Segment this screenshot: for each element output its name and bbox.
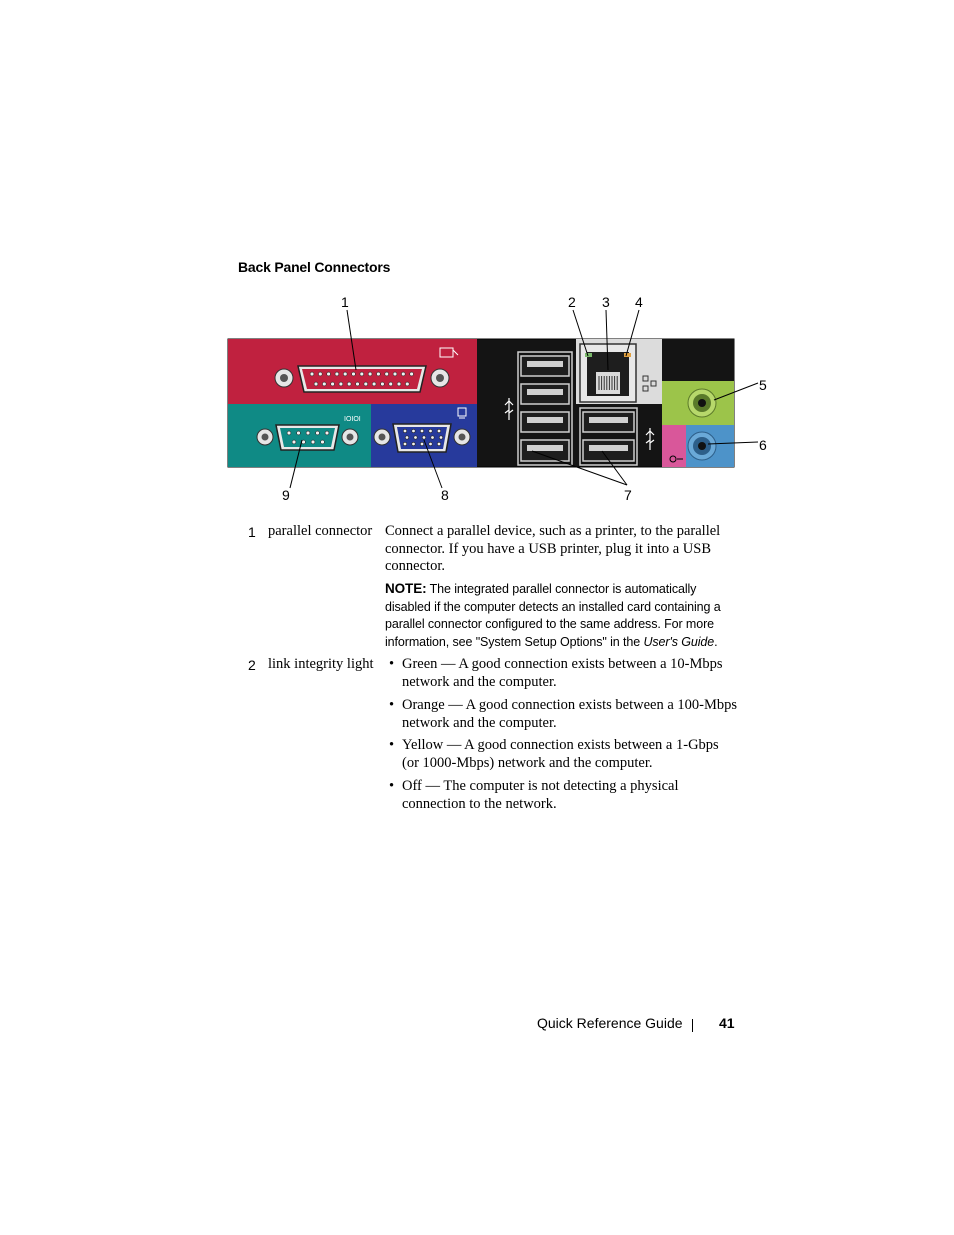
row-1-desc-line-3: connector. (385, 558, 445, 574)
bullet-orange: • Orange — A good connection exists between a 100-Mbps network and the computer. (389, 697, 738, 731)
bullet-off-line-2: connection to the network. (402, 795, 557, 812)
connector-pin (412, 442, 415, 445)
connector-pin (306, 431, 310, 435)
connector-pin (322, 382, 326, 386)
callout-4: 4 (635, 294, 643, 310)
connector-pin (412, 429, 415, 432)
connector-pin (393, 372, 397, 376)
note-line-3: parallel connector configured to the same address. For more (385, 617, 714, 631)
connector-pin (389, 382, 393, 386)
line-out-jack (688, 389, 716, 417)
connector-pin (410, 372, 414, 376)
connector-pin (287, 431, 291, 435)
connector-pin (311, 440, 315, 444)
connector-pin (310, 372, 314, 376)
bullet-green-line-2: network and the computer. (402, 673, 557, 690)
connector-pin (422, 436, 425, 439)
mic-panel (662, 425, 686, 467)
connector-pin (429, 429, 432, 432)
note-label: NOTE: (385, 581, 427, 596)
callout-7: 7 (624, 487, 632, 503)
callout-3: 3 (602, 294, 610, 310)
callout-6: 6 (759, 437, 767, 453)
bullet-yellow-line-2: (or 1000-Mbps) network and the computer. (402, 754, 653, 771)
bullet-off-line-1: Off — The computer is not detecting a physical (402, 778, 679, 794)
connector-pin (318, 372, 322, 376)
connector-pin (331, 382, 335, 386)
connector-pin (403, 429, 406, 432)
row-1-desc-line-2: connector. If you have a USB printer, plug it into a USB (385, 540, 712, 557)
audio-black-area (662, 339, 734, 381)
connector-pin (405, 382, 409, 386)
connector-pin (397, 382, 401, 386)
bullet-green-line-1: Green — A good connection exists between a 10-Mbps (402, 656, 723, 672)
connector-pin (335, 372, 339, 376)
connector-pin (439, 436, 442, 439)
connector-pin (431, 436, 434, 439)
row-2-term: link integrity light (268, 656, 374, 672)
connector-pin (292, 440, 296, 444)
callout-5: 5 (759, 377, 767, 393)
serial-symbol: IOIOI (344, 416, 361, 423)
connector-pin (403, 442, 406, 445)
callout-2: 2 (568, 294, 576, 310)
connector-pin (429, 442, 432, 445)
connector-pin (347, 382, 351, 386)
note-line-1: The integrated parallel connector is automatically (426, 582, 697, 596)
connector-pin (316, 431, 320, 435)
connector-pin (401, 372, 405, 376)
row-1-desc-line-1: Connect a parallel device, such as a printer, to the parallel (385, 523, 721, 539)
bullet-off: • Off — The computer is not detecting a physical connection to the network. (389, 778, 739, 813)
connector-pin (327, 372, 331, 376)
row-2-number: 2 (248, 657, 256, 673)
connector-pin (420, 442, 423, 445)
network-connector (580, 344, 636, 402)
connector-pin (437, 442, 440, 445)
callout-9: 9 (282, 487, 290, 503)
footer-title: Quick Reference Guide (537, 1015, 683, 1031)
connector-pin (437, 429, 440, 432)
connector-pin (321, 440, 325, 444)
connector-pin (405, 436, 408, 439)
row-1-term: parallel connector (268, 523, 373, 539)
bullet-orange-line-1: Orange — A good connection exists between a 100-Mbps (402, 697, 738, 713)
note-line-4: information, see "System Setup Options" in the (385, 634, 644, 649)
connector-pin (420, 429, 423, 432)
row-1-note (385, 580, 737, 651)
page-number: 41 (719, 1015, 735, 1031)
connector-pin (343, 372, 347, 376)
connector-pin (414, 436, 417, 439)
back-panel-illustration (0, 0, 954, 520)
callout-8: 8 (441, 487, 449, 503)
connector-pin (352, 372, 356, 376)
connector-pin (297, 431, 301, 435)
connector-pin (377, 372, 381, 376)
section-heading: Back Panel Connectors (238, 259, 391, 275)
connector-pin (314, 382, 318, 386)
connector-pin (368, 372, 372, 376)
connector-pin (356, 382, 360, 386)
connector-pin (360, 372, 364, 376)
bullet-orange-line-2: network and the computer. (402, 714, 557, 731)
connector-pin (381, 382, 385, 386)
bullet-yellow: • Yellow — A good connection exists between a 1-Gbps (or 1000-Mbps) network and the computer. (389, 737, 739, 772)
line-in-jack (688, 432, 716, 460)
connector-pin (339, 382, 343, 386)
connector-pin (385, 372, 389, 376)
callout-1: 1 (341, 294, 349, 310)
connector-pin (325, 431, 329, 435)
connector-pin (372, 382, 376, 386)
connector-pin (364, 382, 368, 386)
row-1-description (385, 523, 735, 576)
note-line-4-end: . (714, 634, 718, 649)
bullet-yellow-line-1: Yellow — A good connection exists between a 1-Gbps (402, 737, 719, 753)
back-panel-figure (0, 0, 954, 520)
footer-separator (692, 1019, 693, 1032)
users-guide-reference: User's Guide (643, 634, 715, 649)
row-1-number: 1 (248, 524, 256, 540)
note-line-2: disabled if the computer detects an installed card containing a (385, 599, 721, 614)
bullet-green: • Green — A good connection exists between a 10-Mbps network and the computer. (389, 656, 739, 691)
